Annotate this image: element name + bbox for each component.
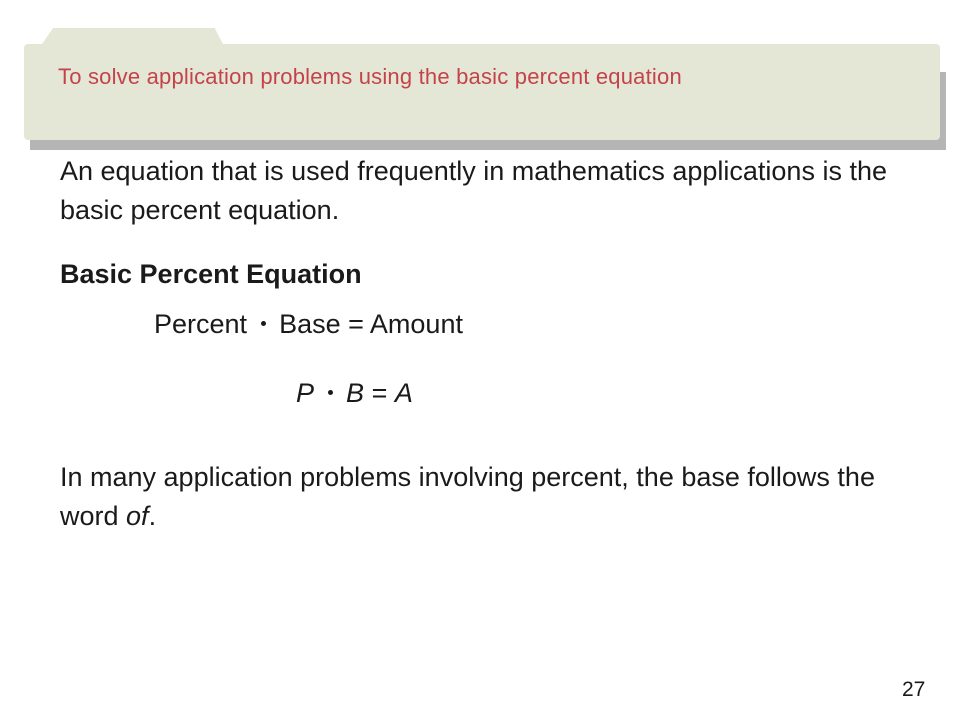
multiply-dot-icon bbox=[261, 321, 266, 326]
banner-body bbox=[24, 44, 940, 140]
banner-title: To solve application problems using the basic percent equation bbox=[58, 64, 682, 89]
equation-percent-word: Percent bbox=[154, 309, 248, 339]
equation-var-b: B bbox=[346, 378, 365, 408]
equation-base-amount-words: Base = Amount bbox=[279, 309, 463, 339]
equation-equals-sign: = bbox=[371, 378, 388, 408]
note-text: In many application problems involving percent, the base follows the word bbox=[60, 462, 875, 531]
note-italic-word: of bbox=[126, 501, 149, 531]
equation-symbols bbox=[296, 378, 413, 409]
equation-var-a: A bbox=[394, 378, 413, 408]
intro-paragraph: An equation that is used frequently in mathematics applications is the basic percent equation. bbox=[60, 156, 887, 225]
note-period: . bbox=[148, 501, 157, 531]
equation-var-p: P bbox=[296, 378, 315, 408]
multiply-dot-icon bbox=[328, 390, 333, 395]
note-paragraph bbox=[60, 458, 920, 536]
page-number: 27 bbox=[902, 678, 926, 701]
section-heading: Basic Percent Equation bbox=[60, 259, 362, 289]
equation-words bbox=[154, 309, 463, 340]
